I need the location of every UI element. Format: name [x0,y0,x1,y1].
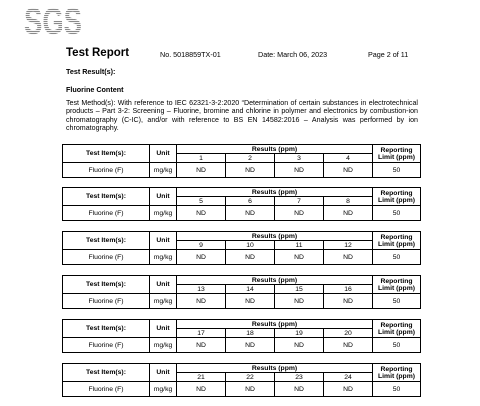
reporting-limit-cell: 50 [373,206,421,221]
test-item-cell: Fluorine (F) [63,338,150,353]
result-value-cell: ND [177,250,226,265]
reporting-limit-cell: 50 [373,338,421,353]
result-value-cell: ND [275,338,324,353]
table-row [63,163,421,178]
sample-number: 4 [324,154,373,163]
result-value-cell: ND [177,294,226,309]
result-value-cell: ND [177,382,226,397]
sample-number: 11 [275,241,324,250]
table-row [63,338,421,353]
table-row [63,206,421,221]
reporting-limit-cell: 50 [373,250,421,265]
header-results: Results (ppm) [177,188,373,197]
sample-number: 10 [226,241,275,250]
results-table [62,275,421,309]
table-row [63,250,421,265]
sample-number: 17 [177,329,226,338]
header-reporting-limit: Reporting Limit (ppm) [373,232,421,250]
result-value-cell: ND [226,250,275,265]
sample-number: 18 [226,329,275,338]
table-row [63,382,421,397]
results-table [62,187,421,221]
result-value-cell: ND [177,163,226,178]
header-unit: Unit [150,188,177,206]
header-test-items: Test Item(s): [63,188,150,206]
header-results: Results (ppm) [177,145,373,154]
sample-number: 13 [177,285,226,294]
unit-cell: mg/kg [150,163,177,178]
result-value-cell: ND [324,294,373,309]
sample-number: 23 [275,373,324,382]
reporting-limit-cell: 50 [373,382,421,397]
sample-number: 7 [275,197,324,206]
reporting-limit-cell: 50 [373,294,421,309]
header-test-items: Test Item(s): [63,276,150,294]
table-row [63,294,421,309]
sgs-logo [24,1,82,42]
unit-cell: mg/kg [150,338,177,353]
header-unit: Unit [150,276,177,294]
header-reporting-limit: Reporting Limit (ppm) [373,188,421,206]
results-table [62,363,421,397]
header-reporting-limit: Reporting Limit (ppm) [373,320,421,338]
header-test-items: Test Item(s): [63,232,150,250]
header-unit: Unit [150,320,177,338]
result-value-cell: ND [275,206,324,221]
result-value-cell: ND [226,382,275,397]
test-item-cell: Fluorine (F) [63,250,150,265]
result-value-cell: ND [275,250,324,265]
header-results: Results (ppm) [177,276,373,285]
unit-cell: mg/kg [150,382,177,397]
sample-number: 9 [177,241,226,250]
report-number: No. 5018859TX-01 [160,50,221,59]
header-reporting-limit: Reporting Limit (ppm) [373,145,421,163]
sample-number: 22 [226,373,275,382]
test-item-cell: Fluorine (F) [63,163,150,178]
header-test-items: Test Item(s): [63,320,150,338]
page-number: Page 2 of 11 [368,50,409,59]
result-value-cell: ND [275,382,324,397]
reporting-limit-cell: 50 [373,163,421,178]
result-value-cell: ND [324,163,373,178]
unit-cell: mg/kg [150,206,177,221]
sample-number: 8 [324,197,373,206]
result-value-cell: ND [177,206,226,221]
header-results: Results (ppm) [177,320,373,329]
result-value-cell: ND [226,206,275,221]
header-reporting-limit: Reporting Limit (ppm) [373,364,421,382]
unit-cell: mg/kg [150,294,177,309]
header-results: Results (ppm) [177,232,373,241]
svg-text:SGS: SGS [24,1,82,42]
result-value-cell: ND [226,338,275,353]
header-test-items: Test Item(s): [63,364,150,382]
report-title: Test Report [66,47,130,59]
sample-number: 6 [226,197,275,206]
sample-number: 2 [226,154,275,163]
result-value-cell: ND [324,206,373,221]
results-table [62,319,421,353]
result-value-cell: ND [275,163,324,178]
header-unit: Unit [150,364,177,382]
sample-number: 12 [324,241,373,250]
test-item-cell: Fluorine (F) [63,382,150,397]
sample-number: 21 [177,373,226,382]
result-value-cell: ND [324,382,373,397]
result-value-cell: ND [226,294,275,309]
test-item-cell: Fluorine (F) [63,294,150,309]
sample-number: 16 [324,285,373,294]
header-reporting-limit: Reporting Limit (ppm) [373,276,421,294]
sample-number: 15 [275,285,324,294]
sample-number: 3 [275,154,324,163]
header-unit: Unit [150,145,177,163]
sample-number: 5 [177,197,226,206]
result-value-cell: ND [324,338,373,353]
result-value-cell: ND [226,163,275,178]
test-results-heading: Test Result(s): [66,67,116,76]
sample-number: 14 [226,285,275,294]
sample-number: 1 [177,154,226,163]
results-table [62,231,421,265]
test-item-cell: Fluorine (F) [63,206,150,221]
result-value-cell: ND [324,250,373,265]
test-method-text: Test Method(s): With reference to IEC 62321-3-2:2020 “Determination of certain substances in electrotechnical products – Part 3-2: Screening – Fluorine, bromine and chlorine in polymer and electronics by combustion-ion chromatography (C-IC), and/or with reference to BS EN 14582:2016 – Analysis was performed by ion chromatography. [66,99,418,133]
results-table [62,144,421,178]
sample-number: 24 [324,373,373,382]
fluorine-content-heading: Fluorine Content [66,85,124,94]
unit-cell: mg/kg [150,250,177,265]
report-header [66,49,446,63]
header-unit: Unit [150,232,177,250]
header-results: Results (ppm) [177,364,373,373]
sample-number: 19 [275,329,324,338]
report-date: Date: March 06, 2023 [258,50,328,59]
sample-number: 20 [324,329,373,338]
result-value-cell: ND [177,338,226,353]
result-value-cell: ND [275,294,324,309]
header-test-items: Test Item(s): [63,145,150,163]
